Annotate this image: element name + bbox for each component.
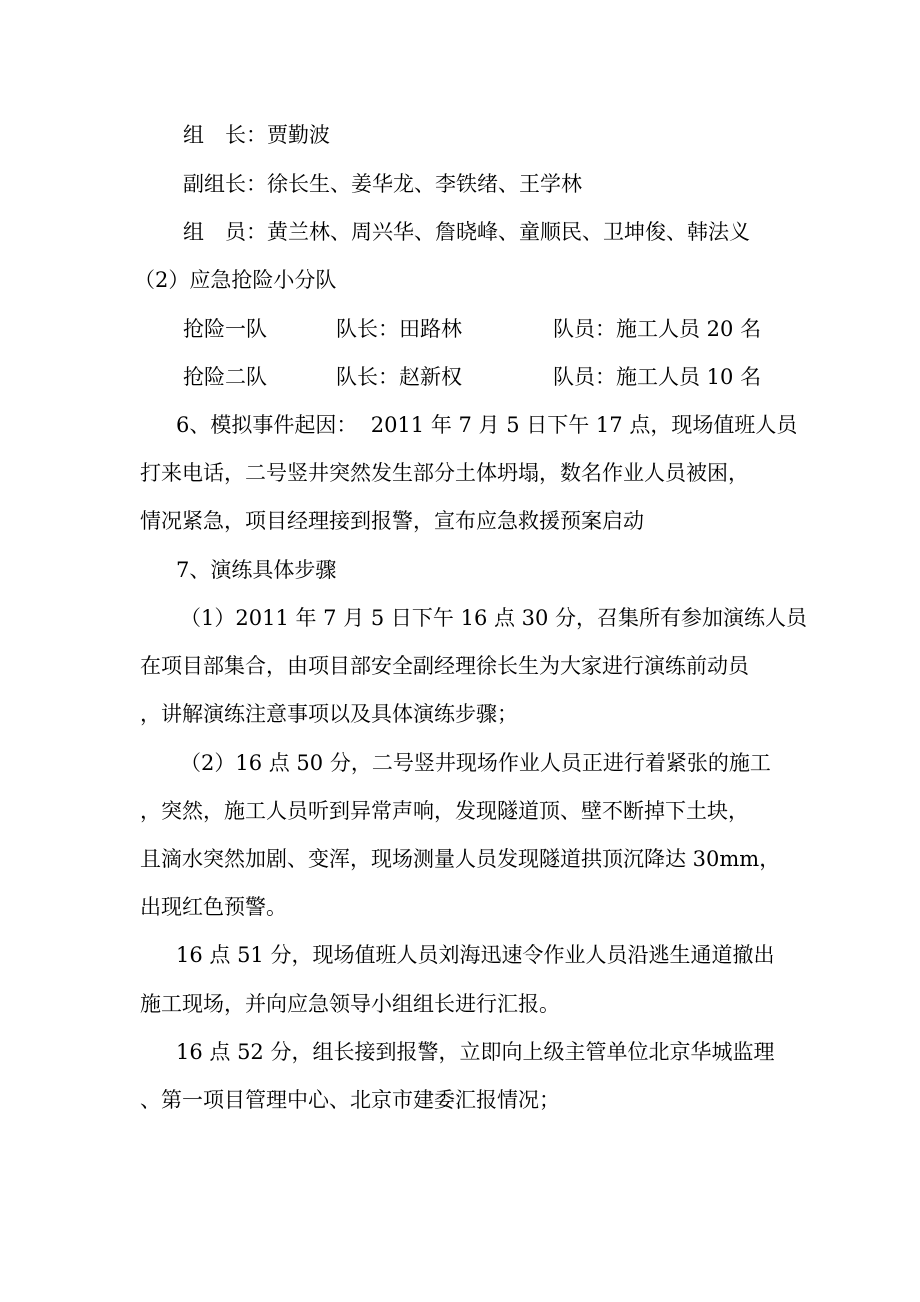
paragraph-line: 出现红色预警。 bbox=[140, 895, 287, 919]
paragraph-line: 6、模拟事件起因： 2011 年 7 月 5 日下午 17 点，现场值班人员 bbox=[176, 413, 798, 437]
section-7-heading: 7、演练具体步骤 bbox=[176, 558, 337, 582]
rescue-heading: （2）应急抢险小分队 bbox=[134, 268, 337, 292]
deputy-line: 副组长：徐长生、姜华龙、李铁绪、王学林 bbox=[183, 172, 582, 196]
team-captain: 队长：田路林 bbox=[336, 317, 462, 341]
paragraph-line: （1）2011 年 7 月 5 日下午 16 点 30 分，召集所有参加演练人员 bbox=[180, 606, 808, 630]
team-crew: 队员：施工人员 10 名 bbox=[553, 365, 762, 389]
members-line: 组 员：黄兰林、周兴华、詹晓峰、童顺民、卫坤俊、韩法义 bbox=[183, 220, 750, 244]
paragraph-line: 打来电话，二号竖井突然发生部分土体坍塌，数名作业人员被困， bbox=[140, 461, 749, 485]
team-crew: 队员：施工人员 20 名 bbox=[553, 317, 762, 341]
paragraph-line: 且滴水突然加剧、变浑，现场测量人员发现隧道拱顶沉降达 30mm， bbox=[140, 847, 781, 871]
team-name: 抢险二队 bbox=[183, 365, 267, 389]
paragraph-line: （2）16 点 50 分，二号竖井现场作业人员正进行着紧张的施工 bbox=[180, 751, 771, 775]
paragraph-line: 在项目部集合，由项目部安全副经理徐长生为大家进行演练前动员 bbox=[140, 654, 749, 678]
paragraph-line: 、第一项目管理中心、北京市建委汇报情况； bbox=[140, 1088, 560, 1112]
paragraph-line: 情况紧急，项目经理接到报警，宣布应急救援预案启动 bbox=[140, 509, 644, 533]
paragraph-line: ，讲解演练注意事项以及具体演练步骤； bbox=[140, 702, 518, 726]
paragraph-line: 施工现场，并向应急领导小组组长进行汇报。 bbox=[140, 992, 560, 1016]
paragraph-line: 16 点 51 分，现场值班人员刘海迅速令作业人员沿逃生通道撤出 bbox=[176, 943, 775, 967]
team-name: 抢险一队 bbox=[183, 317, 267, 341]
paragraph-line: 16 点 52 分，组长接到报警，立即向上级主管单位北京华城监理 bbox=[176, 1040, 775, 1064]
team-captain: 队长：赵新权 bbox=[336, 365, 462, 389]
paragraph-line: ，突然，施工人员听到异常声响，发现隧道顶、壁不断掉下土块， bbox=[140, 799, 749, 823]
leader-line: 组 长：贾勤波 bbox=[183, 123, 330, 147]
